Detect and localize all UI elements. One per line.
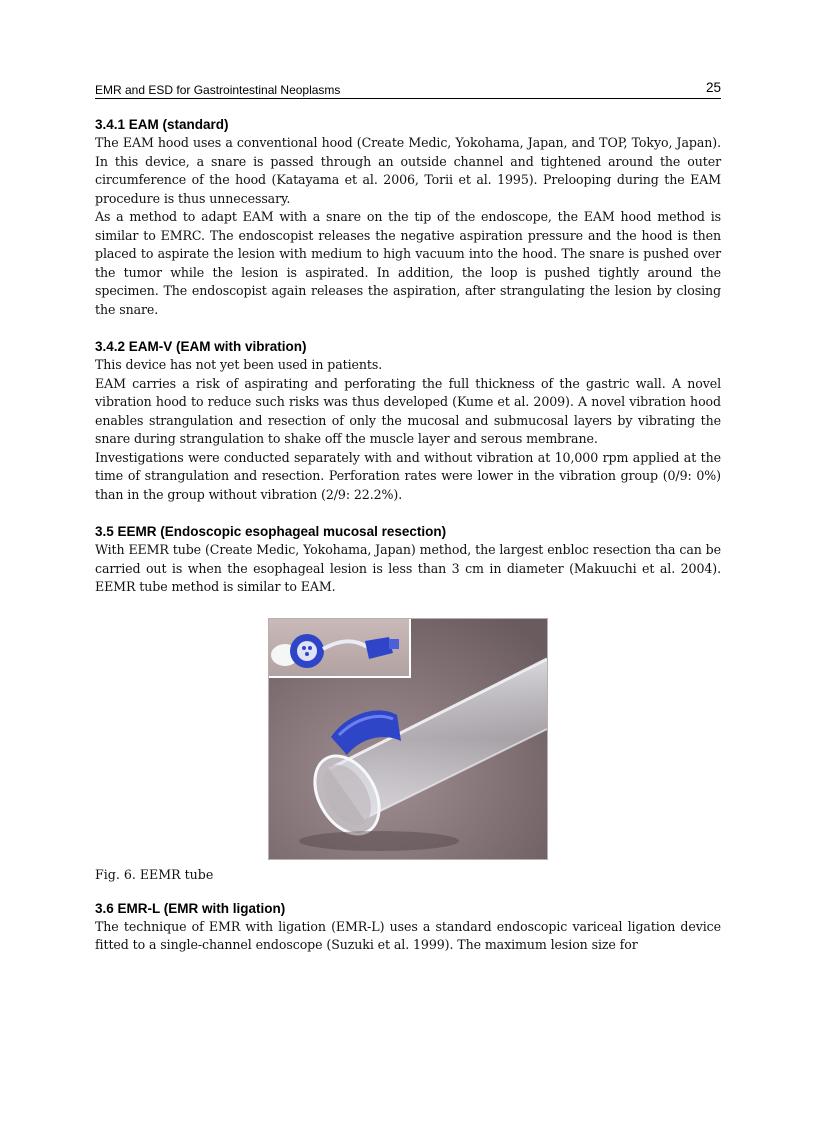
paragraph: Investigations were conducted separately with and without vibration at 10,000 rpm applied at the time of strangulation and resection. Perforation rates were lower in the vibration group (0/9: 0%) than in the group without vibration (2/9: 22.2%). [95, 449, 721, 502]
section-heading: 3.4.2 EAM-V (EAM with vibration) [95, 339, 307, 354]
section-heading: 3.6 EMR-L (EMR with ligation) [95, 900, 286, 916]
paragraph: The EAM hood uses a conventional hood (Create Medic, Yokohama, Japan, and TOP, Tokyo, Japan). In this device, a snare is passed through an outside channel and tightened around the outer circumference of the hood (Katayama et al. 2006, Torii et al. 1995). Prelooping during the EAM procedure is thus unnecessary. [95, 135, 721, 206]
section-3-4-2 [95, 338, 721, 504]
figure-6 [95, 618, 721, 858]
paragraph: The technique of EMR with ligation (EMR-L) uses a standard endoscopic variceal ligation device fitted to a single-channel endoscope (Suzuki et al. 1999). The maximum lesion size for [95, 918, 721, 952]
section-heading: 3.5 EEMR (Endoscopic esophageal mucosal resection) [95, 524, 447, 539]
paragraph: With EEMR tube (Create Medic, Yokohama, Japan) method, the largest enbloc resection tha can be carried out is when the esophageal lesion is less than 3 cm in diameter (Makuuchi et al. 2004). EEMR tube method is similar to EAM. [95, 542, 721, 594]
page-number: 25 [705, 80, 721, 95]
section-heading: 3.4.1 EAM (standard) [95, 117, 229, 132]
section-3-6 [95, 900, 721, 955]
section-3-4-1 [95, 116, 721, 319]
page [95, 78, 721, 955]
paragraph: As a method to adapt EAM with a snare on the tip of the endoscope, the EAM hood method is similar to EMRC. The endoscopist releases the negative aspiration pressure and the hood is then placed to aspirate the lesion with medium to high vacuum into the hood. The snare is pushed over the tumor while the lesion is aspirated. In addition, the loop is pushed tightly around the specimen. The endoscopist again releases the aspiration, after strangulating the lesion by closing the snare. [95, 209, 721, 317]
running-header-title: EMR and ESD for Gastrointestinal Neoplasms [95, 83, 341, 97]
section-3-5 [95, 523, 721, 597]
figure-caption: Fig. 6. EEMR tube [95, 866, 214, 882]
device-detail-illustration [269, 619, 409, 676]
device-inset-photo [269, 619, 411, 678]
paragraph: EAM carries a risk of aspirating and perforating the full thickness of the gastric wall. A novel vibration hood to reduce such risks was thus developed (Kume et al. 2009). A novel vibration hood enables strangulation and resection of only the mucosal and submucosal layers by vibrating the snare during strangulation to shake off the muscle layer and serous membrane. [95, 375, 721, 446]
running-header [95, 78, 721, 99]
paragraph: This device has not yet been used in patients. [95, 357, 383, 372]
eemr-tube-photo [268, 618, 548, 860]
